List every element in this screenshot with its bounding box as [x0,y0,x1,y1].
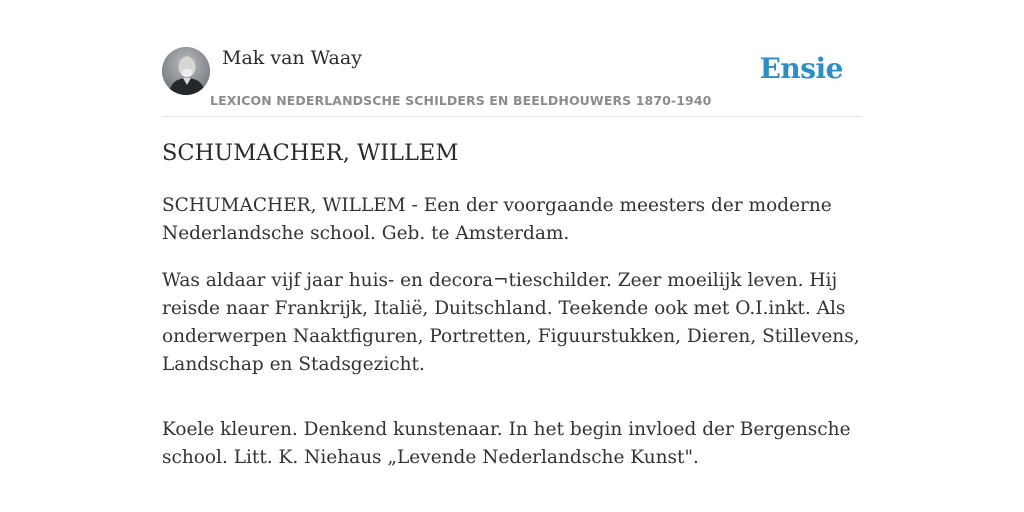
ensie-logo[interactable]: Ensie [759,52,843,85]
author-name[interactable]: Mak van Waay [222,47,362,69]
article-paragraph-style: Koele kleuren. Denkend kunstenaar. In het begin invloed der Bergensche school. Litt. K. Niehaus „Levende Nederlandsche Kunst". [162,419,851,468]
article-paragraph-biography: Was aldaar vijf jaar huis- en decora¬tieschilder. Zeer moeilijk leven. Hij reisde naar Frankrijk, Italië, Duitschland. Teekende ook met O.I.inkt. Als onderwerpen Naaktfiguren, Portretten, Figuurstukken, Dieren, Stillevens, Landschap en Stadsgezicht. [162,270,860,375]
author-avatar[interactable] [162,47,210,95]
lexicon-subtitle[interactable]: LEXICON NEDERLANDSCHE SCHILDERS EN BEELDHOUWERS 1870-1940 [210,93,712,108]
article-paragraph-intro: SCHUMACHER, WILLEM - Een der voorgaande meesters der moderne Nederlandsche school. Geb. te Amsterdam. [162,195,832,244]
portrait-image [162,47,210,95]
header [162,46,862,117]
article-title: SCHUMACHER, WILLEM [162,140,459,166]
article-body [162,192,872,491]
